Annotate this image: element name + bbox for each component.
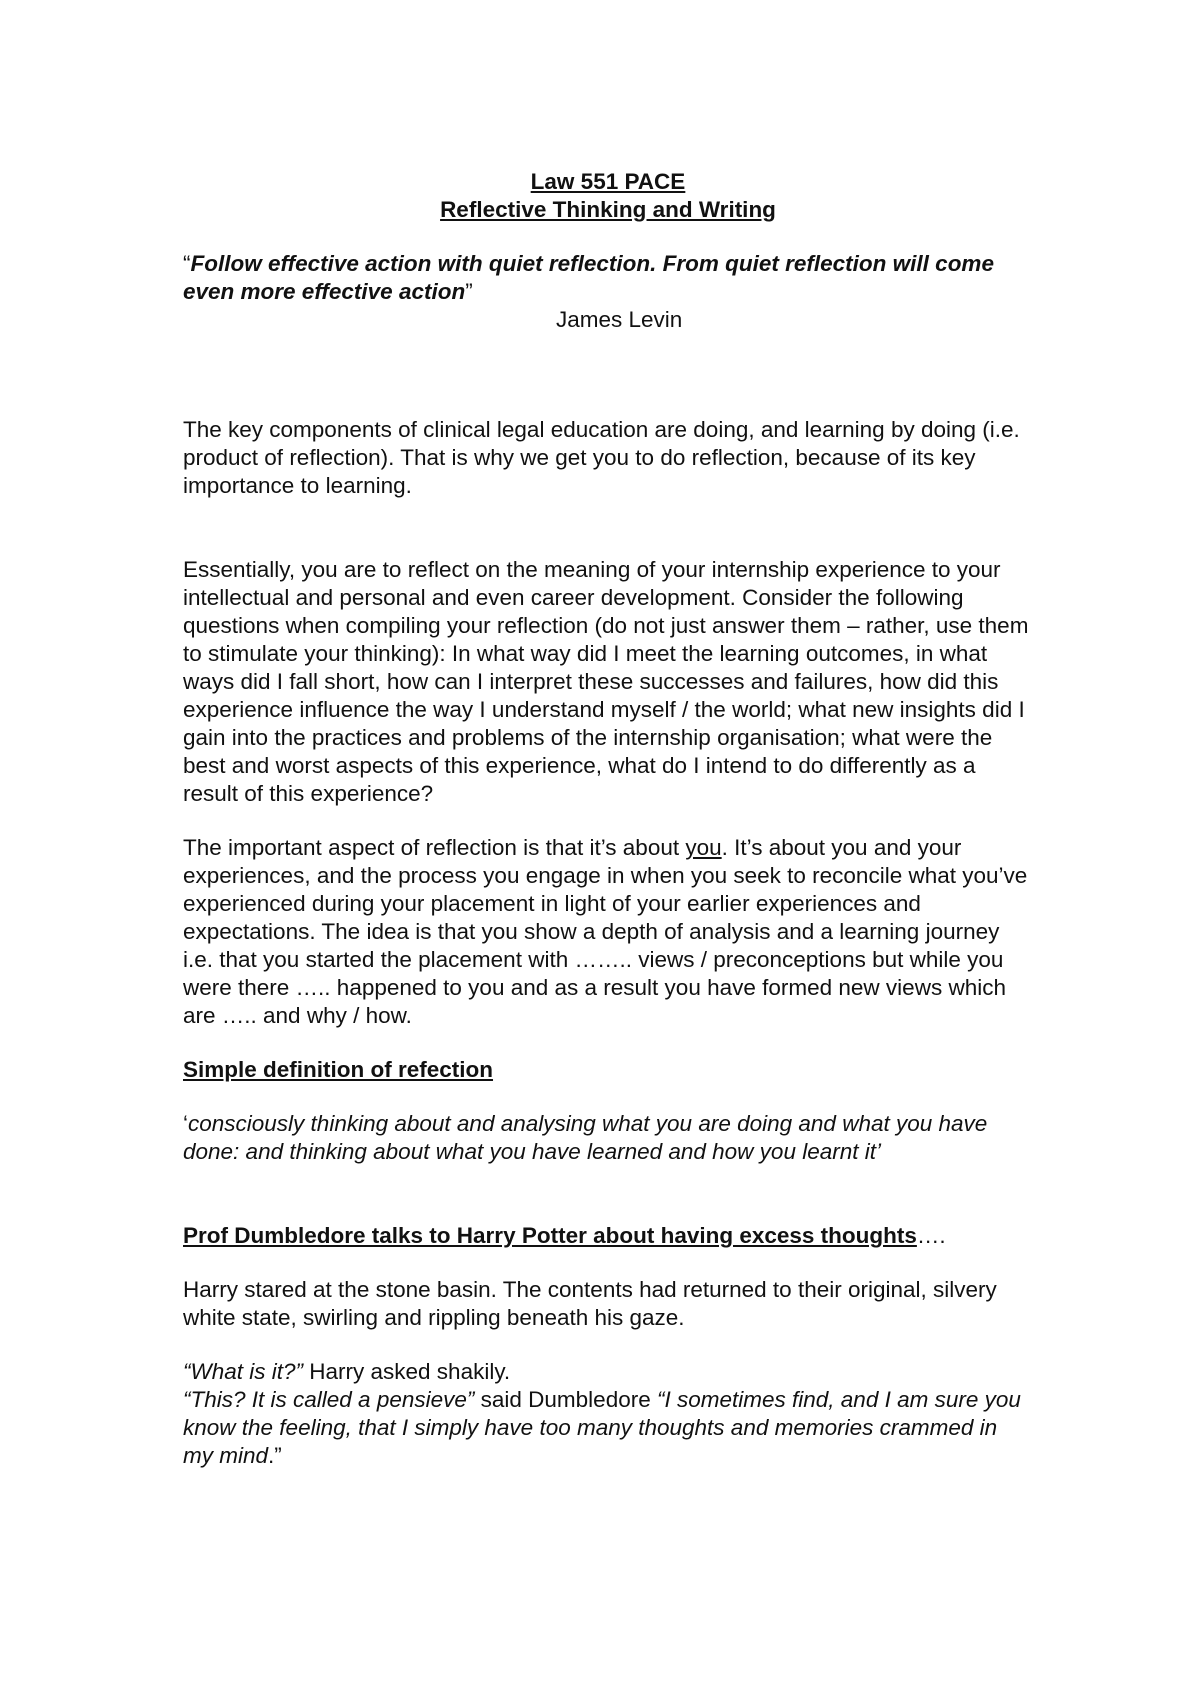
paragraph-important-aspect <box>183 834 1033 1030</box>
dumbledore-heading-line <box>183 1222 1033 1250</box>
definition-text: consciously thinking about and analysing what you are doing and what you have done: and thinking about what you have learned and how you learnt it <box>183 1111 988 1164</box>
dumbledore-heading-trail: …. <box>916 1223 946 1248</box>
harry-question-rest: Harry asked shakily. <box>303 1359 511 1384</box>
paragraph-important-aspect-rest: . It’s about you and your experiences, and the process you engage in when you seek to reconcile what you’ve experienced during your placement in light of your earlier experiences and expectations. The idea is that you show a depth of analysis and a learning journey i.e. that you started the placement with …….. views / preconceptions but while you were there ….. happened to you and as a result you have formed new views which are ….. and why / how. <box>183 835 1028 1028</box>
course-title: Law 551 PACE <box>530 169 686 194</box>
epigraph-author: James Levin <box>556 307 683 332</box>
harry-question-line <box>183 1358 1033 1386</box>
document-page <box>183 168 1033 1470</box>
epigraph-open-quote: “ <box>183 251 191 276</box>
paragraph-essentially: Essentially, you are to reflect on the meaning of your internship experience to your intellectual and personal and even career development. Consider the following questions when compiling your reflection (do not just answer them – rather, use them to stimulate your thinking): In what way did I meet the learning outcomes, in what ways did I fall short, how can I interpret these successes and failures, how did this experience influence the way I understand myself / the world; what new insights did I gain into the practices and problems of the internship organisation; what were the best and worst aspects of this experience, what do I intend to do differently as a result of this experience? <box>183 557 1029 806</box>
dumbledore-reply-quote: “This? It is called a pensieve” <box>183 1387 475 1412</box>
document-subtitle: Reflective Thinking and Writing <box>440 197 776 222</box>
definition-open-quote: ‘ <box>183 1111 188 1136</box>
dumbledore-speech: “I sometimes find, and I am sure you know the feeling, that I simply have too many thoughts and memories crammed in my mind <box>183 1387 1021 1468</box>
dumbledore-reply-line <box>183 1386 1033 1470</box>
dumbledore-heading: Prof Dumbledore talks to Harry Potter about having excess thoughts <box>183 1223 917 1248</box>
paragraph-key-components: The key components of clinical legal education are doing, and learning by doing (i.e. product of reflection). That is why we get you to do reflection, because of its key importance to learning. <box>183 417 1020 498</box>
epigraph-close-quote: ” <box>465 279 473 304</box>
definition-heading: Simple definition of refection <box>183 1057 494 1082</box>
harry-paragraph: Harry stared at the stone basin. The contents had returned to their original, silvery white state, swirling and rippling beneath his gaze. <box>183 1277 997 1330</box>
dumbledore-said: said Dumbledore <box>474 1387 657 1412</box>
emphasis-you: you <box>685 835 722 860</box>
epigraph-quote <box>183 250 1033 306</box>
dumbledore-speech-end: .” <box>268 1443 282 1468</box>
document-header <box>183 168 1033 224</box>
paragraph-important-aspect-start: The important aspect of reflection is that it’s about <box>183 835 686 860</box>
definition-close-quote: ’ <box>876 1139 881 1164</box>
harry-question: “What is it?” <box>183 1359 304 1384</box>
definition-quote <box>183 1110 1033 1166</box>
epigraph-text: Follow effective action with quiet reflection. From quiet reflection will come even more effective action <box>183 251 994 304</box>
